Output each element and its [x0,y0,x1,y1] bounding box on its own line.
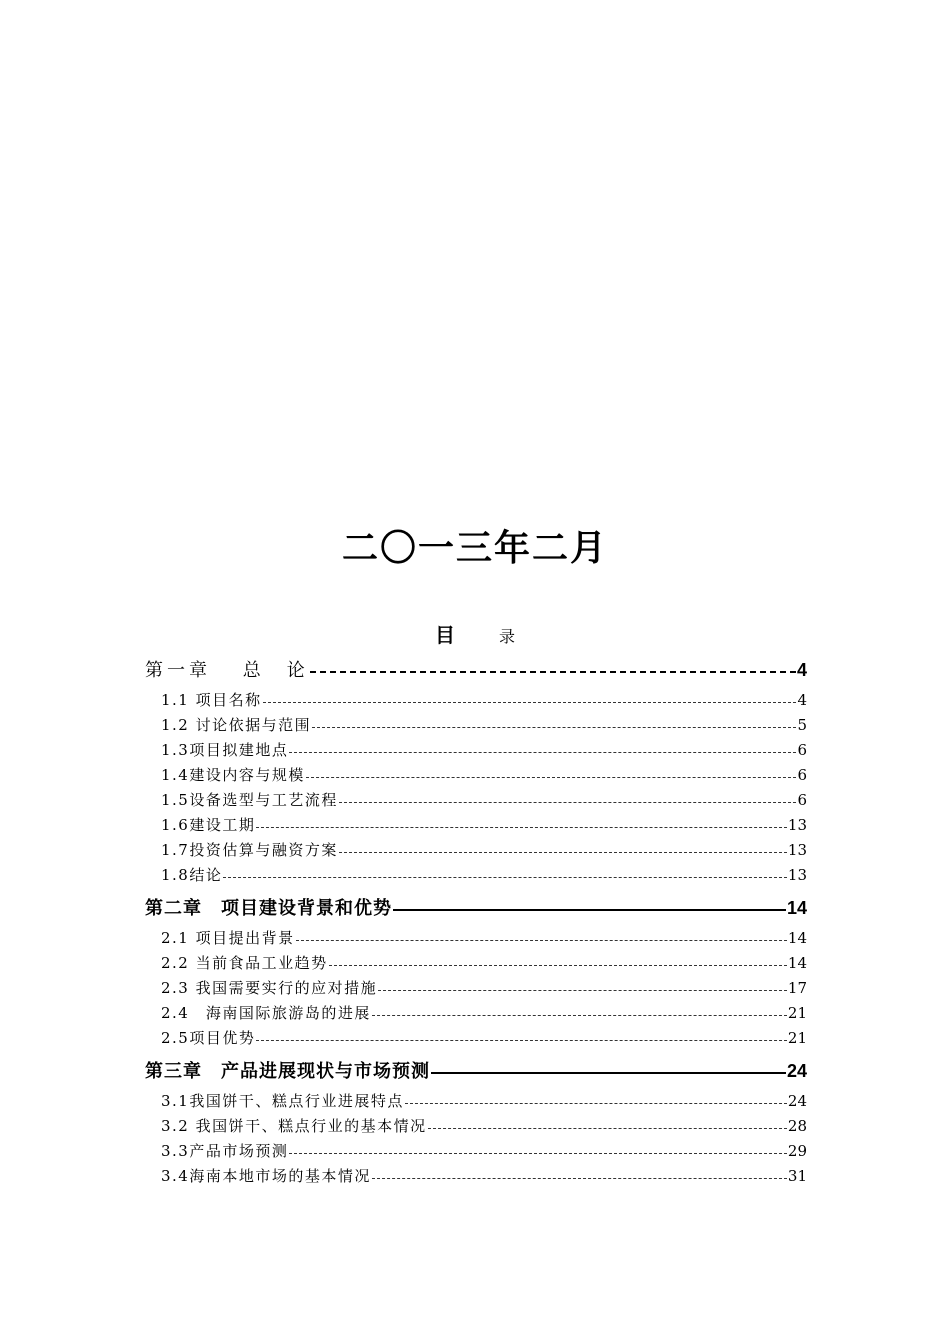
dot-leader [339,838,787,863]
section-page: 28 [787,1117,807,1135]
table-of-contents [145,654,807,1189]
toc-section-3-4[interactable] [145,1164,807,1189]
section-page: 13 [787,866,807,884]
toc-chapter-3[interactable] [145,1055,807,1087]
dot-leader [263,688,797,713]
section-title: 2.5项目优势 [161,1029,256,1047]
section-page: 21 [787,1029,807,1047]
section-page: 13 [787,841,807,859]
dot-leader [312,713,796,738]
section-page: 14 [787,929,807,947]
section-title: 1.2 讨论依据与范围 [161,716,312,734]
chapter-page: 14 [786,898,807,918]
toc-section-2-3[interactable] [145,976,807,1001]
toc-heading [0,622,950,650]
chapter-page: 4 [796,660,807,680]
dot-leader [372,1001,787,1026]
section-page: 24 [787,1092,807,1110]
solid-leader [393,892,786,924]
toc-section-3-2[interactable] [145,1114,807,1139]
toc-section-1-5[interactable] [145,788,807,813]
toc-heading-lu: 录 [498,627,515,646]
section-title: 1.4建设内容与规模 [161,766,305,784]
toc-section-2-4[interactable] [145,1001,807,1026]
dot-leader [329,951,787,976]
section-title: 1.1 项目名称 [161,691,262,709]
section-page: 31 [787,1167,807,1185]
toc-section-2-2[interactable] [145,951,807,976]
toc-section-1-6[interactable] [145,813,807,838]
section-title: 3.2 我国饼干、糕点行业的基本情况 [161,1117,427,1135]
toc-section-1-8[interactable] [145,863,807,888]
dot-leader [378,976,787,1001]
dot-leader [289,1139,787,1164]
toc-section-1-4[interactable] [145,763,807,788]
section-page: 5 [797,716,807,734]
section-page: 4 [797,691,807,709]
dot-leader [223,863,787,888]
dot-leader [372,1164,787,1189]
section-title: 2.2 当前食品工业趋势 [161,954,328,972]
chapter-title: 第三章 产品进展现状与市场预测 [145,1061,430,1082]
toc-section-1-1[interactable] [145,688,807,713]
chapter-title: 第一章 总 论 [145,660,309,681]
dot-leader [256,1026,787,1051]
section-page: 17 [787,979,807,997]
dot-leader [296,926,787,951]
toc-section-1-3[interactable] [145,738,807,763]
section-page: 21 [787,1004,807,1022]
toc-section-3-3[interactable] [145,1139,807,1164]
cover-date: 二〇一三年二月 [341,527,608,569]
toc-section-2-5[interactable] [145,1026,807,1051]
section-title: 3.1我国饼干、糕点行业进展特点 [161,1092,404,1110]
toc-chapter-2[interactable] [145,892,807,924]
section-title: 1.7投资估算与融资方案 [161,841,338,859]
section-title: 1.3项目拟建地点 [161,741,289,759]
toc-section-1-7[interactable] [145,838,807,863]
dot-leader [289,738,796,763]
section-page: 13 [787,816,807,834]
toc-section-1-2[interactable] [145,713,807,738]
section-page: 6 [797,791,807,809]
section-page: 6 [797,741,807,759]
section-title: 1.8结论 [161,866,223,884]
section-title: 2.1 项目提出背景 [161,929,295,947]
section-title: 3.3产品市场预测 [161,1142,289,1160]
section-page: 6 [797,766,807,784]
section-page: 14 [787,954,807,972]
dot-leader [310,654,796,686]
section-title: 3.4海南本地市场的基本情况 [161,1167,371,1185]
dot-leader [428,1114,787,1139]
section-page: 29 [787,1142,807,1160]
toc-section-2-1[interactable] [145,926,807,951]
dot-leader [339,788,797,813]
dot-leader [306,763,797,788]
toc-section-3-1[interactable] [145,1089,807,1114]
section-title: 2.3 我国需要实行的应对措施 [161,979,378,997]
chapter-page: 24 [786,1061,807,1081]
section-title: 1.5设备选型与工艺流程 [161,791,338,809]
section-title: 1.6建设工期 [161,816,256,834]
section-title: 2.4 海南国际旅游岛的进展 [161,1004,371,1022]
dot-leader [405,1089,787,1114]
dot-leader [256,813,787,838]
solid-leader [431,1055,786,1087]
toc-chapter-1[interactable] [145,654,807,686]
toc-heading-mu: 目 [434,623,455,647]
chapter-title: 第二章 项目建设背景和优势 [145,898,392,919]
